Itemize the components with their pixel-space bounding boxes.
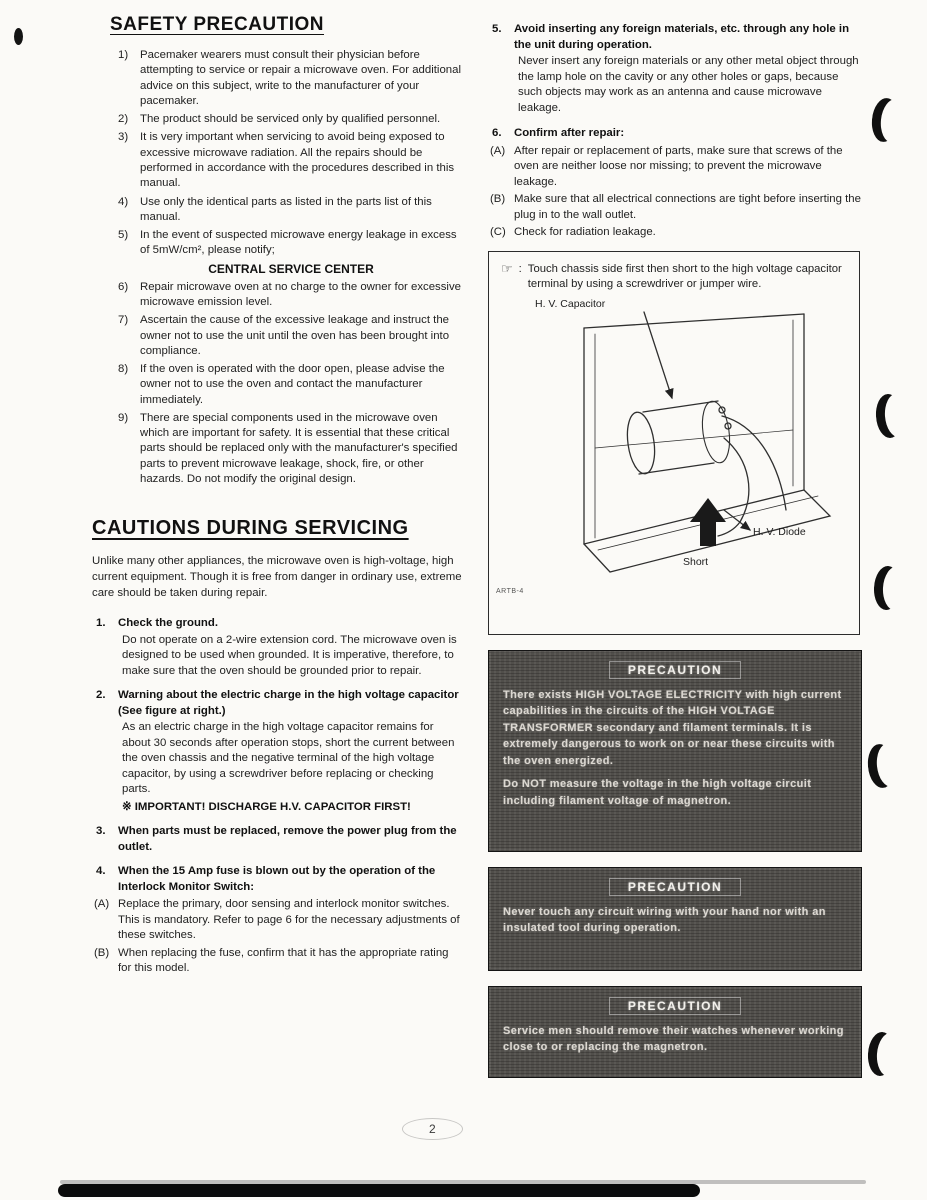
precaution-body: There exists HIGH VOLTAGE ELECTRICITY with high current capabilities in the circuits of the HIGH VOLTAGE TRANSFORMER secondary and filament terminals. It is extremely dangerous to work on or near these circuits with the oven energized.: [503, 688, 842, 767]
precaution-box-never-touch-wiring: [488, 867, 862, 971]
caution-sub-item: [92, 946, 464, 977]
item-text: In the event of suspected microwave energy leakage in excess of 5mW/cm², please notify;: [140, 229, 457, 257]
caution-hv-capacitor-charge: [92, 688, 464, 815]
caution-heading: [92, 864, 464, 895]
safety-item: [118, 362, 464, 408]
sub-item-text: Replace the primary, door sensing and interlock monitor switches. This is mandatory. Refer to page 6 for the necessary adjustments of these switches.: [118, 898, 460, 942]
safety-item: [118, 411, 464, 487]
safety-item: [118, 228, 464, 259]
note-text: Touch chassis side first then short to the high voltage capacitor terminal by using a screwdriver or jumper wire.: [527, 262, 842, 290]
cautions-during-servicing-heading: CAUTIONS DURING SERVICING: [92, 517, 409, 540]
label-hv-capacitor: H. V. Capacitor: [535, 298, 606, 310]
caution-number: 3.: [96, 825, 106, 838]
safety-list: [92, 48, 464, 487]
item-text: If the oven is operated with the door open, please advise the owner not to use the oven and contact the manufacturer immediately.: [140, 363, 445, 406]
item-text: Ascertain the cause of the excessive leakage and instruct the owner not to use the unit until the oven has been brought into compliance.: [140, 314, 450, 357]
sub-item-text: Check for radiation leakage.: [514, 226, 656, 238]
caution-title: When the 15 Amp fuse is blown out by the operation of the Interlock Monitor Switch:: [118, 865, 436, 893]
caution-remove-power-plug: [92, 824, 464, 855]
precaution-body: Service men should remove their watches whenever working close to or replacing the magnetron.: [503, 1024, 844, 1053]
item-sub-item: [488, 144, 862, 191]
item-number: 5): [118, 229, 129, 242]
caution-number: 4.: [96, 865, 106, 878]
precaution-title: [503, 878, 847, 896]
item-heading: [488, 22, 862, 53]
item-number: 6.: [492, 127, 502, 139]
item-title: Confirm after repair:: [514, 127, 625, 139]
item-number: 3): [118, 131, 129, 144]
safety-item: [118, 280, 464, 311]
sub-item-letter: (A): [490, 144, 506, 157]
precaution-body: Do NOT measure the voltage in the high voltage circuit including filament voltage of magnetron.: [503, 778, 812, 807]
precaution-body: Never touch any circuit wiring with your hand nor with an insulated tool during operation.: [503, 905, 826, 934]
caution-number: 1.: [96, 617, 106, 630]
caution-heading: [92, 616, 464, 632]
scan-artifact-crescent: [874, 393, 903, 439]
scan-artifact-crescent: [866, 1031, 895, 1077]
caution-body: As an electric charge in the high voltage capacitor remains for about 30 seconds after operation stops, short the current between the oven chassis and the negative terminal of the high voltage capacitor, by using a screwdriver before replacing or checking parts.: [122, 721, 455, 796]
item-number: 7): [118, 314, 129, 327]
item-number: 6): [118, 280, 129, 293]
sub-item-text: Make sure that all electrical connections are tight before inserting the plug in to the wall outlet.: [514, 193, 861, 221]
short-arrow: [690, 498, 726, 546]
caution-check-ground: [92, 616, 464, 679]
important-discharge-note: ※ IMPORTANT! DISCHARGE H.V. CAPACITOR FIRST!: [122, 800, 411, 813]
caution-sub-item: [92, 897, 464, 944]
scan-artifact-crescent: [866, 743, 896, 789]
safety-item: [118, 48, 464, 109]
sub-item-text: After repair or replacement of parts, make sure that screws of the oven are neither loose nor missing; to prevent the microwave leakage.: [514, 144, 843, 188]
safety-item: [118, 313, 464, 359]
caution-title: Check the ground.: [118, 617, 218, 630]
precaution-title: [503, 661, 847, 679]
precaution-title-text: PRECAUTION: [609, 661, 741, 679]
item-heading: [488, 126, 862, 142]
item-avoid-foreign-materials: [488, 22, 862, 116]
caution-heading: [92, 824, 464, 855]
page-number-value: 2: [402, 1118, 463, 1140]
right-column: [488, 22, 862, 1078]
sub-item-letter: (B): [94, 946, 110, 959]
sub-item-text: When replacing the fuse, confirm that it has the appropriate rating for this model.: [118, 946, 449, 975]
label-hv-diode: H. V. Diode: [753, 526, 806, 538]
sub-item-letter: (C): [490, 226, 506, 238]
item-number: 1): [118, 49, 129, 61]
item-confirm-after-repair: [488, 126, 862, 241]
caution-body: Do not operate on a 2-wire extension cord. The microwave oven is designed to be used when grounded. It is imperative, therefore, to make sure that the oven should be grounded prior to repair.: [122, 633, 457, 677]
figure-discharge-capacitor: [488, 251, 860, 635]
scan-artifact-bottom-bar: [58, 1184, 700, 1197]
item-text: The product should be serviced only by qualified personnel.: [140, 113, 441, 126]
caution-number: 2.: [96, 689, 106, 702]
page-number: [402, 1118, 463, 1140]
item-sub-item: [488, 192, 862, 223]
note-colon: :: [518, 262, 522, 275]
cautions-intro: Unlike many other appliances, the microwave oven is high-voltage, high current equipment. Though it is free from danger in ordinary use, extreme care should be taken during repair.: [92, 555, 462, 600]
item-text: There are special components used in the microwave oven which are important for safety. It is essential that these critical parts should be replaced only with the manufacturer's specified parts to prevent microwave leakage, shock, fire, or other hazards. Do not modify the original design.: [140, 411, 458, 486]
precaution-title: [503, 997, 847, 1015]
left-column: [92, 14, 464, 986]
safety-item: [118, 195, 464, 226]
item-number: 5.: [492, 23, 502, 35]
caution-title: When parts must be replaced, remove the power plug from the outlet.: [118, 825, 457, 853]
item-text: It is very important when servicing to avoid being exposed to excessive microwave radiation. All the repairs should be performed in accordance with the procedures described in this manual.: [140, 131, 455, 190]
chassis-sketch-graphic: [489, 298, 859, 594]
precaution-title-text: PRECAUTION: [609, 878, 741, 896]
label-short: Short: [683, 556, 709, 568]
item-title: Avoid inserting any foreign materials, etc. through any hole in the unit during operation.: [514, 23, 850, 51]
item-number: 9): [118, 411, 129, 424]
safety-precaution-heading: SAFETY PRECAUTION: [110, 14, 325, 35]
item-text: Use only the identical parts as listed in the parts list of this manual.: [140, 195, 432, 223]
caution-15amp-fuse: [92, 864, 464, 977]
precaution-box-high-voltage: [488, 650, 862, 852]
precaution-title-text: PRECAUTION: [609, 997, 741, 1015]
item-body: Never insert any foreign materials or any other metal object through the lamp hole on the cavity or any other holes or gaps, because such objects may work as an antenna and cause microwave leakage.: [518, 55, 859, 114]
safety-item: [118, 130, 464, 191]
item-sub-item: [488, 225, 862, 241]
scan-artifact-crescent: [873, 565, 901, 610]
item-number: 4): [118, 195, 129, 208]
caution-heading: [92, 688, 464, 719]
caution-title: Warning about the electric charge in the high voltage capacitor (See figure at right.): [118, 689, 459, 717]
item-number: 2): [118, 113, 129, 126]
sub-item-letter: (A): [94, 898, 110, 911]
scan-artifact-left-dot: [14, 28, 23, 45]
pointing-hand-icon: ☞: [501, 260, 513, 276]
item-text: Pacemaker wearers must consult their physician before attempting to service or repair a microwave oven. For additional advice on this subject, write to the manufacturer of your pacemaker.: [140, 49, 461, 107]
item-text: Repair microwave oven at no charge to the owner for excessive microwave emission level.: [140, 280, 461, 308]
scan-artifact-crescent: [870, 97, 900, 143]
safety-item: [118, 112, 464, 127]
sub-item-letter: (B): [490, 193, 506, 205]
precaution-box-remove-watches: [488, 986, 862, 1078]
figure-note: [489, 252, 859, 297]
figure-drawing: [489, 298, 859, 598]
item-number: 8): [118, 363, 129, 376]
central-service-center: CENTRAL SERVICE CENTER: [208, 261, 374, 276]
figure-code: ARTB-4: [496, 588, 524, 595]
